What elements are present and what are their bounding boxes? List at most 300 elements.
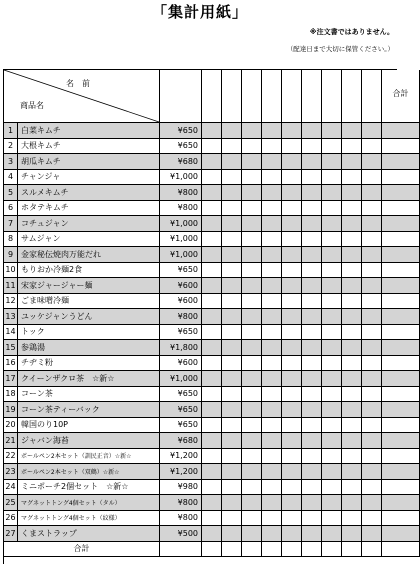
row-total-cell[interactable]	[382, 139, 420, 155]
quantity-cell[interactable]	[262, 294, 282, 310]
footer-total-cell[interactable]	[160, 542, 202, 558]
quantity-cell[interactable]	[202, 263, 222, 279]
quantity-cell[interactable]	[322, 309, 342, 325]
quantity-cell[interactable]	[262, 309, 282, 325]
row-total-cell[interactable]	[382, 387, 420, 403]
row-total-cell[interactable]	[382, 526, 420, 542]
quantity-cell[interactable]	[282, 449, 302, 465]
quantity-cell[interactable]	[342, 356, 362, 372]
item-number: 23	[4, 464, 18, 480]
quantity-cell[interactable]	[342, 402, 362, 418]
quantity-cell[interactable]	[222, 356, 242, 372]
quantity-cell[interactable]	[322, 387, 342, 403]
header-person-cell[interactable]	[202, 70, 222, 123]
quantity-cell[interactable]	[302, 154, 322, 170]
quantity-cell[interactable]	[342, 185, 362, 201]
quantity-cell[interactable]	[202, 402, 222, 418]
quantity-cell[interactable]	[342, 123, 362, 139]
quantity-cell[interactable]	[222, 154, 242, 170]
quantity-cell[interactable]	[222, 387, 242, 403]
quantity-cell[interactable]	[282, 511, 302, 527]
item-number: 15	[4, 340, 18, 356]
row-total-cell[interactable]	[382, 216, 420, 232]
quantity-cell[interactable]	[202, 247, 222, 263]
quantity-cell[interactable]	[262, 526, 282, 542]
quantity-cell[interactable]	[302, 247, 322, 263]
quantity-cell[interactable]	[242, 123, 262, 139]
quantity-cell[interactable]	[322, 247, 342, 263]
quantity-cell[interactable]	[342, 278, 362, 294]
quantity-cell[interactable]	[282, 201, 302, 217]
quantity-cell[interactable]	[322, 139, 342, 155]
quantity-cell[interactable]	[362, 294, 382, 310]
quantity-cell[interactable]	[362, 154, 382, 170]
quantity-cell[interactable]	[282, 170, 302, 186]
quantity-cell[interactable]	[262, 139, 282, 155]
quantity-cell[interactable]	[202, 232, 222, 248]
quantity-cell[interactable]	[202, 170, 222, 186]
quantity-cell[interactable]	[342, 247, 362, 263]
quantity-cell[interactable]	[342, 340, 362, 356]
quantity-cell[interactable]	[242, 495, 262, 511]
quantity-cell[interactable]	[242, 263, 262, 279]
quantity-cell[interactable]	[322, 371, 342, 387]
quantity-cell[interactable]	[262, 170, 282, 186]
row-total-cell[interactable]	[382, 511, 420, 527]
quantity-cell[interactable]	[362, 449, 382, 465]
quantity-cell[interactable]	[362, 232, 382, 248]
quantity-cell[interactable]	[222, 340, 242, 356]
quantity-cell[interactable]	[282, 309, 302, 325]
quantity-cell[interactable]	[262, 154, 282, 170]
quantity-cell[interactable]	[302, 325, 322, 341]
quantity-cell[interactable]	[302, 139, 322, 155]
quantity-cell[interactable]	[302, 201, 322, 217]
quantity-cell[interactable]	[342, 480, 362, 496]
footer-total-cell[interactable]	[202, 542, 222, 558]
quantity-cell[interactable]	[222, 247, 242, 263]
quantity-cell[interactable]	[282, 263, 302, 279]
quantity-cell[interactable]	[202, 139, 222, 155]
quantity-cell[interactable]	[342, 232, 362, 248]
quantity-cell[interactable]	[322, 402, 342, 418]
quantity-cell[interactable]	[202, 480, 222, 496]
quantity-cell[interactable]	[362, 247, 382, 263]
quantity-cell[interactable]	[222, 325, 242, 341]
quantity-cell[interactable]	[202, 216, 222, 232]
quantity-cell[interactable]	[282, 356, 302, 372]
row-total-cell[interactable]	[382, 170, 420, 186]
quantity-cell[interactable]	[342, 309, 362, 325]
row-total-cell[interactable]	[382, 247, 420, 263]
quantity-cell[interactable]	[362, 278, 382, 294]
quantity-cell[interactable]	[302, 356, 322, 372]
quantity-cell[interactable]	[242, 232, 262, 248]
quantity-cell[interactable]	[302, 433, 322, 449]
quantity-cell[interactable]	[202, 325, 222, 341]
row-total-cell[interactable]	[382, 232, 420, 248]
quantity-cell[interactable]	[202, 418, 222, 434]
quantity-cell[interactable]	[322, 154, 342, 170]
quantity-cell[interactable]	[202, 526, 222, 542]
quantity-cell[interactable]	[362, 340, 382, 356]
quantity-cell[interactable]	[282, 371, 302, 387]
quantity-cell[interactable]	[262, 495, 282, 511]
row-total-cell[interactable]	[382, 340, 420, 356]
quantity-cell[interactable]	[302, 449, 322, 465]
row-total-cell[interactable]	[382, 123, 420, 139]
quantity-cell[interactable]	[282, 294, 302, 310]
quantity-cell[interactable]	[322, 216, 342, 232]
quantity-cell[interactable]	[342, 294, 362, 310]
row-total-cell[interactable]	[382, 309, 420, 325]
quantity-cell[interactable]	[322, 340, 342, 356]
footer-total-cell[interactable]	[302, 542, 322, 558]
quantity-cell[interactable]	[282, 418, 302, 434]
quantity-cell[interactable]	[322, 356, 342, 372]
quantity-cell[interactable]	[242, 201, 262, 217]
quantity-cell[interactable]	[262, 325, 282, 341]
quantity-cell[interactable]	[342, 139, 362, 155]
row-total-cell[interactable]	[382, 449, 420, 465]
item-price: ¥650	[160, 325, 202, 341]
header-person-cell[interactable]	[262, 70, 282, 123]
quantity-cell[interactable]	[362, 263, 382, 279]
quantity-cell[interactable]	[322, 433, 342, 449]
quantity-cell[interactable]	[262, 418, 282, 434]
quantity-cell[interactable]	[202, 309, 222, 325]
footer-total-cell[interactable]	[342, 542, 362, 558]
quantity-cell[interactable]	[282, 325, 302, 341]
quantity-cell[interactable]	[242, 433, 262, 449]
quantity-cell[interactable]	[322, 480, 342, 496]
item-price: ¥800	[160, 201, 202, 217]
quantity-cell[interactable]	[362, 325, 382, 341]
quantity-cell[interactable]	[242, 247, 262, 263]
quantity-cell[interactable]	[222, 449, 242, 465]
quantity-cell[interactable]	[222, 371, 242, 387]
quantity-cell[interactable]	[282, 402, 302, 418]
quantity-cell[interactable]	[262, 356, 282, 372]
quantity-cell[interactable]	[222, 402, 242, 418]
quantity-cell[interactable]	[242, 185, 262, 201]
quantity-cell[interactable]	[202, 201, 222, 217]
quantity-cell[interactable]	[362, 526, 382, 542]
header-person-cell[interactable]	[322, 70, 342, 123]
row-total-cell[interactable]	[382, 356, 420, 372]
quantity-cell[interactable]	[202, 294, 222, 310]
quantity-cell[interactable]	[302, 402, 322, 418]
quantity-cell[interactable]	[262, 201, 282, 217]
quantity-cell[interactable]	[362, 511, 382, 527]
quantity-cell[interactable]	[202, 495, 222, 511]
quantity-cell[interactable]	[282, 480, 302, 496]
quantity-cell[interactable]	[242, 356, 262, 372]
footer-total-cell[interactable]	[282, 542, 302, 558]
quantity-cell[interactable]	[262, 511, 282, 527]
quantity-cell[interactable]	[242, 449, 262, 465]
footer-total-cell[interactable]	[382, 542, 420, 558]
quantity-cell[interactable]	[342, 526, 362, 542]
quantity-cell[interactable]	[222, 123, 242, 139]
quantity-cell[interactable]	[262, 185, 282, 201]
row-total-cell[interactable]	[382, 154, 420, 170]
quantity-cell[interactable]	[222, 201, 242, 217]
quantity-cell[interactable]	[242, 371, 262, 387]
quantity-cell[interactable]	[262, 387, 282, 403]
quantity-cell[interactable]	[242, 387, 262, 403]
quantity-cell[interactable]	[362, 480, 382, 496]
quantity-cell[interactable]	[222, 418, 242, 434]
quantity-cell[interactable]	[282, 526, 302, 542]
quantity-cell[interactable]	[362, 495, 382, 511]
quantity-cell[interactable]	[262, 247, 282, 263]
quantity-cell[interactable]	[302, 185, 322, 201]
quantity-cell[interactable]	[202, 387, 222, 403]
quantity-cell[interactable]	[242, 139, 262, 155]
quantity-cell[interactable]	[322, 418, 342, 434]
quantity-cell[interactable]	[202, 464, 222, 480]
quantity-cell[interactable]	[362, 170, 382, 186]
quantity-cell[interactable]	[362, 464, 382, 480]
quantity-cell[interactable]	[322, 232, 342, 248]
quantity-cell[interactable]	[322, 325, 342, 341]
quantity-cell[interactable]	[322, 449, 342, 465]
quantity-cell[interactable]	[362, 123, 382, 139]
quantity-cell[interactable]	[262, 464, 282, 480]
header-person-cell[interactable]	[302, 70, 322, 123]
quantity-cell[interactable]	[342, 170, 362, 186]
quantity-cell[interactable]	[262, 216, 282, 232]
quantity-cell[interactable]	[342, 433, 362, 449]
quantity-cell[interactable]	[202, 185, 222, 201]
quantity-cell[interactable]	[262, 371, 282, 387]
item-number: 18	[4, 387, 18, 403]
quantity-cell[interactable]	[282, 433, 302, 449]
quantity-cell[interactable]	[222, 185, 242, 201]
quantity-cell[interactable]	[362, 418, 382, 434]
row-total-cell[interactable]	[382, 418, 420, 434]
quantity-cell[interactable]	[262, 340, 282, 356]
quantity-cell[interactable]	[262, 263, 282, 279]
quantity-cell[interactable]	[282, 232, 302, 248]
row-total-cell[interactable]	[382, 278, 420, 294]
quantity-cell[interactable]	[222, 216, 242, 232]
quantity-cell[interactable]	[242, 418, 262, 434]
quantity-cell[interactable]	[222, 511, 242, 527]
quantity-cell[interactable]	[282, 247, 302, 263]
row-total-cell[interactable]	[382, 263, 420, 279]
quantity-cell[interactable]	[362, 371, 382, 387]
quantity-cell[interactable]	[222, 464, 242, 480]
quantity-cell[interactable]	[282, 278, 302, 294]
quantity-cell[interactable]	[282, 154, 302, 170]
quantity-cell[interactable]	[322, 201, 342, 217]
row-total-cell[interactable]	[382, 433, 420, 449]
quantity-cell[interactable]	[302, 371, 322, 387]
footer-total-cell[interactable]	[322, 542, 342, 558]
quantity-cell[interactable]	[222, 495, 242, 511]
quantity-cell[interactable]	[362, 216, 382, 232]
quantity-cell[interactable]	[262, 433, 282, 449]
quantity-cell[interactable]	[342, 216, 362, 232]
quantity-cell[interactable]	[302, 418, 322, 434]
quantity-cell[interactable]	[282, 123, 302, 139]
row-total-cell[interactable]	[382, 325, 420, 341]
quantity-cell[interactable]	[302, 123, 322, 139]
quantity-cell[interactable]	[222, 433, 242, 449]
quantity-cell[interactable]	[222, 278, 242, 294]
quantity-cell[interactable]	[202, 154, 222, 170]
quantity-cell[interactable]	[322, 263, 342, 279]
quantity-cell[interactable]	[322, 464, 342, 480]
row-total-cell[interactable]	[382, 480, 420, 496]
quantity-cell[interactable]	[222, 480, 242, 496]
quantity-cell[interactable]	[362, 402, 382, 418]
quantity-cell[interactable]	[322, 294, 342, 310]
quantity-cell[interactable]	[242, 464, 262, 480]
quantity-cell[interactable]	[262, 123, 282, 139]
quantity-cell[interactable]	[202, 511, 222, 527]
quantity-cell[interactable]	[302, 216, 322, 232]
quantity-cell[interactable]	[302, 278, 322, 294]
quantity-cell[interactable]	[282, 387, 302, 403]
quantity-cell[interactable]	[302, 232, 322, 248]
row-total-cell[interactable]	[382, 201, 420, 217]
row-total-cell[interactable]	[382, 464, 420, 480]
quantity-cell[interactable]	[342, 154, 362, 170]
quantity-cell[interactable]	[222, 309, 242, 325]
quantity-cell[interactable]	[222, 263, 242, 279]
quantity-cell[interactable]	[302, 526, 322, 542]
quantity-cell[interactable]	[302, 263, 322, 279]
quantity-cell[interactable]	[222, 526, 242, 542]
quantity-cell[interactable]	[302, 309, 322, 325]
quantity-cell[interactable]	[242, 402, 262, 418]
footer-total-cell[interactable]	[242, 542, 262, 558]
quantity-cell[interactable]	[342, 371, 362, 387]
quantity-cell[interactable]	[242, 216, 262, 232]
quantity-cell[interactable]	[262, 278, 282, 294]
quantity-cell[interactable]	[342, 418, 362, 434]
quantity-cell[interactable]	[202, 278, 222, 294]
item-price: ¥650	[160, 139, 202, 155]
quantity-cell[interactable]	[202, 356, 222, 372]
quantity-cell[interactable]	[342, 449, 362, 465]
quantity-cell[interactable]	[202, 340, 222, 356]
quantity-cell[interactable]	[282, 216, 302, 232]
footer-total-cell[interactable]	[222, 542, 242, 558]
header-person-cell[interactable]	[362, 70, 382, 123]
quantity-cell[interactable]	[322, 185, 342, 201]
row-total-cell[interactable]	[382, 495, 420, 511]
quantity-cell[interactable]	[342, 511, 362, 527]
header-person-cell[interactable]	[282, 70, 302, 123]
product-name-header-label: 商品名	[20, 101, 44, 110]
quantity-cell[interactable]	[202, 371, 222, 387]
quantity-cell[interactable]	[322, 526, 342, 542]
quantity-cell[interactable]	[262, 449, 282, 465]
quantity-cell[interactable]	[242, 325, 262, 341]
quantity-cell[interactable]	[282, 464, 302, 480]
quantity-cell[interactable]	[322, 170, 342, 186]
row-total-cell[interactable]	[382, 294, 420, 310]
quantity-cell[interactable]	[302, 294, 322, 310]
quantity-cell[interactable]	[202, 123, 222, 139]
quantity-cell[interactable]	[222, 139, 242, 155]
quantity-cell[interactable]	[302, 511, 322, 527]
quantity-cell[interactable]	[362, 201, 382, 217]
quantity-cell[interactable]	[362, 433, 382, 449]
quantity-cell[interactable]	[342, 263, 362, 279]
quantity-cell[interactable]	[322, 495, 342, 511]
item-price: ¥650	[160, 402, 202, 418]
header-person-cell[interactable]	[342, 70, 362, 123]
quantity-cell[interactable]	[242, 309, 262, 325]
quantity-cell[interactable]	[322, 123, 342, 139]
quantity-cell[interactable]	[282, 340, 302, 356]
quantity-cell[interactable]	[322, 278, 342, 294]
quantity-cell[interactable]	[202, 433, 222, 449]
quantity-cell[interactable]	[282, 185, 302, 201]
quantity-cell[interactable]	[302, 495, 322, 511]
quantity-cell[interactable]	[262, 232, 282, 248]
quantity-cell[interactable]	[242, 170, 262, 186]
quantity-cell[interactable]	[242, 511, 262, 527]
quantity-cell[interactable]	[342, 201, 362, 217]
quantity-cell[interactable]	[282, 495, 302, 511]
quantity-cell[interactable]	[302, 480, 322, 496]
quantity-cell[interactable]	[262, 480, 282, 496]
quantity-cell[interactable]	[222, 232, 242, 248]
quantity-cell[interactable]	[242, 294, 262, 310]
row-total-cell[interactable]	[382, 402, 420, 418]
quantity-cell[interactable]	[362, 356, 382, 372]
quantity-cell[interactable]	[242, 278, 262, 294]
quantity-cell[interactable]	[242, 154, 262, 170]
quantity-cell[interactable]	[342, 464, 362, 480]
footer-total-cell[interactable]	[262, 542, 282, 558]
quantity-cell[interactable]	[242, 340, 262, 356]
quantity-cell[interactable]	[302, 387, 322, 403]
quantity-cell[interactable]	[362, 185, 382, 201]
quantity-cell[interactable]	[322, 511, 342, 527]
quantity-cell[interactable]	[302, 170, 322, 186]
quantity-cell[interactable]	[302, 464, 322, 480]
header-person-cell[interactable]	[222, 70, 242, 123]
quantity-cell[interactable]	[222, 294, 242, 310]
quantity-cell[interactable]	[342, 387, 362, 403]
quantity-cell[interactable]	[242, 526, 262, 542]
quantity-cell[interactable]	[282, 139, 302, 155]
item-name: 大根キムチ	[18, 139, 160, 155]
quantity-cell[interactable]	[202, 449, 222, 465]
quantity-cell[interactable]	[222, 170, 242, 186]
row-total-cell[interactable]	[382, 185, 420, 201]
quantity-cell[interactable]	[362, 309, 382, 325]
item-number: 12	[4, 294, 18, 310]
quantity-cell[interactable]	[362, 387, 382, 403]
header-person-cell[interactable]	[242, 70, 262, 123]
row-total-cell[interactable]	[382, 371, 420, 387]
quantity-cell[interactable]	[342, 495, 362, 511]
quantity-cell[interactable]	[262, 402, 282, 418]
footer-total-cell[interactable]	[362, 542, 382, 558]
quantity-cell[interactable]	[362, 139, 382, 155]
quantity-cell[interactable]	[242, 480, 262, 496]
quantity-cell[interactable]	[302, 340, 322, 356]
quantity-cell[interactable]	[342, 325, 362, 341]
